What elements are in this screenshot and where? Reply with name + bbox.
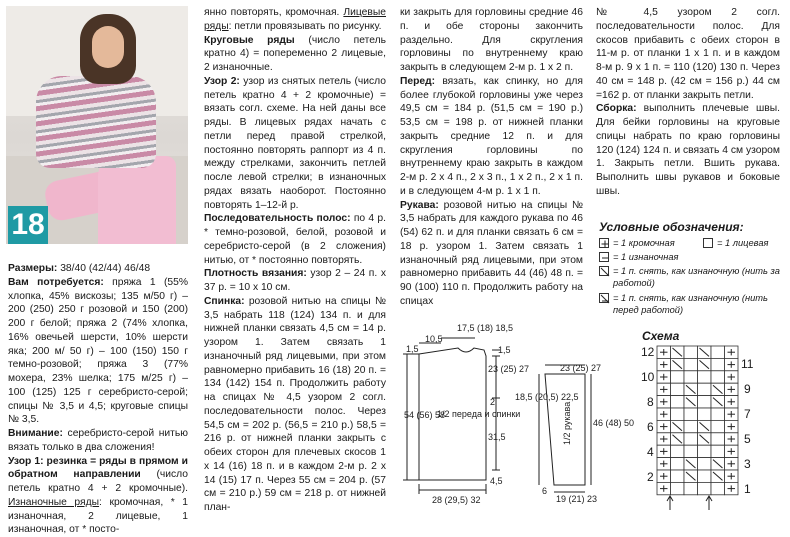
row-label: 10 [641, 370, 655, 384]
row-label: 2 [647, 470, 654, 484]
pattern1-text: (число петель кратно 4 + 2 кромочные). [8, 469, 188, 494]
dim-armhole: 23 (25) 27 [488, 364, 530, 374]
row-label: 8 [647, 395, 654, 409]
sleeve-text: розовой нитью на спицы № 3,5 набрать для каждого рукава по 46 (54) 62 п. и для планки связать 6 см = 18 р. узором 1. Затем связать 1 изнаночный ряд лицевыми, при этом равномерно прибавить 44 (46) 48 п. = 90 (100) 110 п. Продолжить работу на спицах [400, 199, 583, 307]
materials-label: Вам потребуется: [8, 276, 104, 288]
sizes-value: 38/40 (42/44) 46/48 [60, 263, 151, 274]
dim-body-width: 28 (29,5) 32 [432, 495, 481, 505]
back-text: розовой нитью на спицы № 3,5 набрать 118 (124) 134 п. и для нижней планки связать 4,5 см = 14 р. узором 1. Затем связать 1 изнаночный ряд лицевыми, при этом равномерно прибавить 16 (18) 20 п. = 134 (142) 154 п. Продолжить работу на спицах № 4,5 узором 2 согл. последовательности полос. Через 54,5 см = 202 р. (56,5 = 210 р.) 58,5 = 216 р. от нижней планки закрыть с обеих сторон для плечевых скосов 1 x 14 (16) 18 п. и в каждом 2-м р. 2 x 14 (15) 17 п. Через 55 см = 204 р. (57 см = 210 р.) 59 см = 218 р. от нижней план- [204, 295, 386, 513]
row-label: 9 [744, 382, 751, 396]
row-label: 12 [641, 345, 655, 359]
col4-text-1: № 4,5 узором 2 согл. последовательности полос. Для скосов прибавить с обеих сторон в 11-м р. от планки 1 x 1 п. и в каждом 8-м р. 9 x 1 п. = 110 (120) 130 п. Через 40 см = 148 р. (42 см = 156 р.) 44 см =162 р. от планки закрыть петли. [596, 7, 780, 101]
dim-two: 2 [490, 397, 496, 407]
front-text: вязать, как спинку, но для более глубокой горловины уже через 49,5 см = 184 р. (51,5 см = 190 р.) 53,5 см = 198 р. от нижней планки закрыть средние 12 п. и для скругления горловины по внутреннему краю закрыть в каждом 2-м р. 2 x 4 п., 2 x 3 п., 1 x 2 п., 2 x 1 п. и в следующем 4-м р. 1 x 1 п. [400, 75, 583, 197]
dim-shoulder-drop: 1,5 [498, 345, 511, 355]
col2-text-2: : петли провязывать по рисунку. [228, 20, 382, 32]
dim-sleeve-top: 23 (25) 27 [560, 363, 602, 373]
sleeve-piece-label: 1/2 рукава [562, 401, 572, 445]
assembly-text: выполнить плечевые швы. Для бейки горловины на круговые спицы набрать по краю горловины 120 (124) 124 п. и связать 4 см узором 1. Закрыть петли. Вшить рукава. Выполнить швы рукавов и боковые швы. [596, 103, 780, 197]
note-text: серебристо-серой нитью вязать только в два сложения! [8, 428, 188, 453]
dim-neck-depth: 1,5 [406, 344, 419, 354]
dim-sleeve-hem: 6 [542, 486, 548, 496]
dim-sleeve-height: 18,5 (20,5) 22,5 [515, 392, 579, 402]
circ-label: Круговые ряды [204, 34, 295, 46]
body-piece-label: 1/2 переда и спинки [437, 409, 521, 419]
front-label: Перед: [400, 75, 436, 87]
materials-text: пряжа 1 (55% хлопка, 45% вискозы; 135 м/50 г) – 200 (250) 250 г розовой и 150 (200) 200 г белой; пряжа 2 (74% хлопка, 16% овечьей шерсти, 10% шерсти яка; 200 м/ 50 г) – 100 (150) 150 г темно-розовой; пряжа 3 (77% мохера, 23% шелка; 175 м/25 г) – 100 (125) 125 г серебристо-серой; спицы № 3,5 и 4,5; круговые спицы № 3,5. [8, 276, 188, 426]
row-label: 5 [744, 432, 751, 446]
dim-neck-side: 10,5 [425, 334, 443, 344]
dim-side-length: 31,5 [488, 432, 506, 442]
stripe-label: Последовательность полос: [204, 213, 351, 225]
dim-body-hem: 4,5 [490, 476, 503, 486]
dim-sleeve-cuff: 19 (21) 23 [556, 494, 598, 504]
density-label: Плотность вязания: [204, 268, 307, 280]
dim-body-height: 54 (56) 58 [404, 410, 446, 420]
row-label: 7 [744, 407, 751, 421]
legend-edge: = 1 кромочная [613, 238, 675, 248]
pattern1-label: Узор 1: [8, 455, 44, 467]
row-label: 3 [744, 457, 751, 471]
pattern1-bold: резинка = ряды в прямом и обратном направлении [8, 455, 188, 481]
row-label: 11 [741, 357, 754, 371]
pattern2-label: Узор 2: [204, 75, 240, 87]
sizes-label: Размеры: [8, 263, 58, 274]
col2-text-1: янно повторять, кромочная. [204, 7, 340, 18]
circ-text: (число петель кратно 4) = попеременно 2 лицевые, 2 изнаночные. [204, 34, 386, 73]
legend-title: Условные обозначения: [599, 220, 744, 234]
stripe-text: по 4 р. * темно-розовой, белой, розовой и серебристо-серой (в 2 сложения) нитью, от * постоянно повторять. [204, 213, 386, 266]
dim-sleeve-length: 46 (48) 50 [593, 418, 635, 428]
legend-slip-front: = 1 п. снять, как изнаночную (нить перед работой) [613, 293, 768, 315]
face-rows-label: Лицевые ряды [204, 7, 386, 32]
dim-neck-width: 17,5 (18) 18,5 [457, 323, 514, 333]
back-label: Спинка: [204, 295, 245, 307]
wrong-rows-text: : кромочная, * 1 изнаночная, 2 лицевые, 1 изнаночная, от * посто- [8, 496, 189, 536]
sleeve-label: Рукава: [400, 199, 439, 211]
chart-title: Схема [642, 329, 680, 343]
legend-slip-behind: = 1 п. снять, как изнаночную (нить за работой) [613, 266, 780, 288]
wrong-rows-label: Изнаночные ряды [8, 496, 100, 508]
assembly-label: Сборка: [596, 103, 637, 115]
row-label: 1 [744, 482, 751, 496]
note-label: Внимание: [8, 428, 63, 439]
pattern2-text: узор из снятых петель (число петель кратно 4 + 2 кромочные) = вязать согл. схеме. На ней даны все ряды. В лицевых рядах начать с петли перед правой стрелкой, постоянно повторять раппорт из 4 п. между стрелками, закончить петлей после левой стрелки; в изнаночных рядах вязать наоборот. Постоянно повторять 1–12-й р. [204, 75, 386, 211]
legend-knit: = 1 лицевая [717, 238, 769, 248]
density-text: узор 2 – 24 п. x 37 р. = 10 x 10 см. [204, 268, 386, 293]
pattern-number-badge: 18 [8, 206, 48, 244]
legend-purl: = 1 изнаночная [613, 252, 679, 262]
col3-text-1: ки закрыть для горловины средние 46 п. и обе стороны закончить раздельно. Для скругления горловины по внутреннему краю закрыть в следующем 2-м р. 1 x 2 п. [400, 7, 583, 73]
row-label: 4 [647, 445, 654, 459]
row-label: 6 [647, 420, 654, 434]
